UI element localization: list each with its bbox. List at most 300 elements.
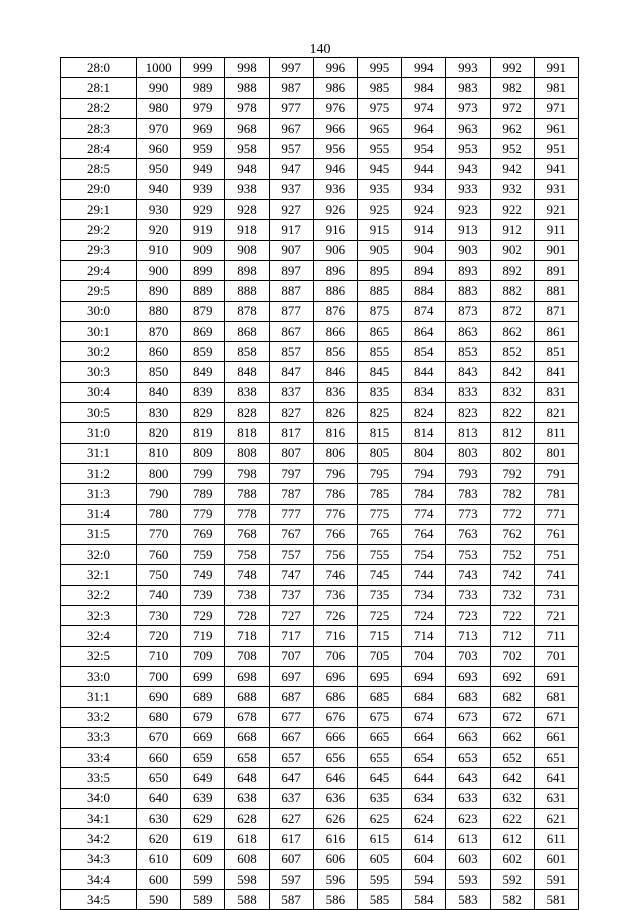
score-cell: 729 [181,606,225,626]
score-cell: 800 [137,463,181,483]
score-cell: 731 [534,585,578,605]
score-cell: 868 [225,321,269,341]
score-cell: 952 [490,139,534,159]
score-cell: 732 [490,585,534,605]
score-cell: 851 [534,342,578,362]
time-cell: 33:5 [61,768,137,788]
score-cell: 615 [357,829,401,849]
score-cell: 906 [313,240,357,260]
score-cell: 624 [402,808,446,828]
score-cell: 969 [181,118,225,138]
score-cell: 606 [313,849,357,869]
score-cell: 971 [534,98,578,118]
time-cell: 32:2 [61,585,137,605]
score-cell: 766 [313,524,357,544]
score-cell: 750 [137,565,181,585]
score-cell: 625 [357,808,401,828]
score-cell: 694 [402,666,446,686]
score-cell: 903 [446,240,490,260]
score-cell: 869 [181,321,225,341]
score-cell: 673 [446,707,490,727]
score-cell: 824 [402,403,446,423]
score-cell: 706 [313,646,357,666]
score-cell: 643 [446,768,490,788]
score-cell: 686 [313,687,357,707]
score-cell: 695 [357,666,401,686]
score-cell: 810 [137,443,181,463]
score-cell: 617 [269,829,313,849]
score-cell: 830 [137,403,181,423]
score-cell: 648 [225,768,269,788]
score-cell: 697 [269,666,313,686]
score-cell: 586 [313,890,357,910]
score-cell: 871 [534,301,578,321]
score-cell: 647 [269,768,313,788]
score-cell: 913 [446,220,490,240]
score-cell: 760 [137,545,181,565]
table-row [61,707,579,727]
score-cell: 910 [137,240,181,260]
score-cell: 813 [446,423,490,443]
score-cell: 600 [137,869,181,889]
score-cell: 781 [534,484,578,504]
score-cell: 904 [402,240,446,260]
score-cell: 922 [490,200,534,220]
score-cell: 681 [534,687,578,707]
score-cell: 921 [534,200,578,220]
time-cell: 28:3 [61,118,137,138]
score-cell: 635 [357,788,401,808]
time-cell: 29:0 [61,179,137,199]
time-cell: 28:5 [61,159,137,179]
score-cell: 724 [402,606,446,626]
score-cell: 1000 [137,58,181,78]
score-cell: 912 [490,220,534,240]
score-cell: 878 [225,301,269,321]
score-cell: 776 [313,504,357,524]
score-cell: 970 [137,118,181,138]
score-cell: 984 [402,78,446,98]
score-cell: 782 [490,484,534,504]
score-cell: 882 [490,281,534,301]
score-cell: 653 [446,748,490,768]
score-cell: 846 [313,362,357,382]
time-cell: 34:3 [61,849,137,869]
score-cell: 988 [225,78,269,98]
score-cell: 718 [225,626,269,646]
score-cell: 982 [490,78,534,98]
score-cell: 671 [534,707,578,727]
score-cell: 929 [181,200,225,220]
score-cell: 659 [181,748,225,768]
score-cell: 684 [402,687,446,707]
score-cell: 630 [137,808,181,828]
score-cell: 818 [225,423,269,443]
table-row [61,382,579,402]
score-cell: 721 [534,606,578,626]
score-cell: 704 [402,646,446,666]
score-cell: 826 [313,403,357,423]
score-cell: 632 [490,788,534,808]
score-cell: 825 [357,403,401,423]
time-cell: 30:2 [61,342,137,362]
score-cell: 725 [357,606,401,626]
time-cell: 34:2 [61,829,137,849]
score-cell: 941 [534,159,578,179]
table-row [61,687,579,707]
score-cell: 775 [357,504,401,524]
table-row [61,849,579,869]
time-cell: 31:4 [61,504,137,524]
time-cell: 34:0 [61,788,137,808]
score-cell: 652 [490,748,534,768]
score-cell: 690 [137,687,181,707]
score-cell: 584 [402,890,446,910]
score-cell: 959 [181,139,225,159]
score-cell: 827 [269,403,313,423]
score-cell: 733 [446,585,490,605]
table-row [61,200,579,220]
time-cell: 32:4 [61,626,137,646]
table-row [61,260,579,280]
score-cell: 966 [313,118,357,138]
score-cell: 843 [446,362,490,382]
score-cell: 977 [269,98,313,118]
score-cell: 679 [181,707,225,727]
score-cell: 607 [269,849,313,869]
score-cell: 685 [357,687,401,707]
score-cell: 799 [181,463,225,483]
score-table [60,57,579,910]
score-cell: 755 [357,545,401,565]
score-cell: 747 [269,565,313,585]
score-cell: 967 [269,118,313,138]
table-row [61,443,579,463]
score-cell: 798 [225,463,269,483]
score-cell: 633 [446,788,490,808]
table-body [61,58,579,910]
score-cell: 895 [357,260,401,280]
score-cell: 892 [490,260,534,280]
table-row [61,78,579,98]
score-cell: 956 [313,139,357,159]
score-cell: 683 [446,687,490,707]
score-cell: 666 [313,727,357,747]
score-cell: 937 [269,179,313,199]
score-cell: 667 [269,727,313,747]
score-cell: 795 [357,463,401,483]
score-cell: 779 [181,504,225,524]
score-cell: 840 [137,382,181,402]
score-cell: 908 [225,240,269,260]
score-cell: 642 [490,768,534,788]
table-row [61,626,579,646]
table-row [61,301,579,321]
score-cell: 646 [313,768,357,788]
score-cell: 689 [181,687,225,707]
score-cell: 811 [534,423,578,443]
score-cell: 854 [402,342,446,362]
table-row [61,118,579,138]
score-cell: 845 [357,362,401,382]
score-cell: 852 [490,342,534,362]
score-cell: 661 [534,727,578,747]
score-cell: 730 [137,606,181,626]
score-cell: 899 [181,260,225,280]
score-cell: 692 [490,666,534,686]
score-cell: 639 [181,788,225,808]
table-row [61,748,579,768]
score-cell: 772 [490,504,534,524]
score-cell: 999 [181,58,225,78]
score-cell: 995 [357,58,401,78]
score-cell: 974 [402,98,446,118]
score-cell: 703 [446,646,490,666]
time-cell: 31:3 [61,484,137,504]
score-cell: 674 [402,707,446,727]
score-cell: 863 [446,321,490,341]
time-cell: 29:3 [61,240,137,260]
score-cell: 942 [490,159,534,179]
score-cell: 994 [402,58,446,78]
score-cell: 628 [225,808,269,828]
score-cell: 640 [137,788,181,808]
score-cell: 979 [181,98,225,118]
score-cell: 955 [357,139,401,159]
score-cell: 980 [137,98,181,118]
table-row [61,463,579,483]
score-cell: 649 [181,768,225,788]
score-cell: 752 [490,545,534,565]
score-cell: 945 [357,159,401,179]
score-cell: 598 [225,869,269,889]
score-cell: 992 [490,58,534,78]
score-cell: 669 [181,727,225,747]
score-cell: 751 [534,545,578,565]
score-cell: 917 [269,220,313,240]
score-cell: 771 [534,504,578,524]
score-cell: 790 [137,484,181,504]
score-cell: 935 [357,179,401,199]
score-cell: 778 [225,504,269,524]
score-cell: 785 [357,484,401,504]
time-cell: 32:3 [61,606,137,626]
time-cell: 28:1 [61,78,137,98]
score-cell: 621 [534,808,578,828]
score-cell: 611 [534,829,578,849]
score-cell: 754 [402,545,446,565]
time-cell: 34:5 [61,890,137,910]
score-cell: 677 [269,707,313,727]
score-cell: 844 [402,362,446,382]
score-cell: 791 [534,463,578,483]
score-cell: 823 [446,403,490,423]
score-cell: 872 [490,301,534,321]
score-cell: 746 [313,565,357,585]
score-cell: 664 [402,727,446,747]
score-cell: 705 [357,646,401,666]
score-cell: 644 [402,768,446,788]
score-cell: 767 [269,524,313,544]
time-cell: 31:1 [61,443,137,463]
score-cell: 734 [402,585,446,605]
score-cell: 727 [269,606,313,626]
score-cell: 707 [269,646,313,666]
table-row [61,504,579,524]
score-cell: 581 [534,890,578,910]
score-cell: 601 [534,849,578,869]
score-cell: 582 [490,890,534,910]
score-cell: 696 [313,666,357,686]
score-cell: 808 [225,443,269,463]
score-cell: 896 [313,260,357,280]
score-cell: 735 [357,585,401,605]
score-cell: 602 [490,849,534,869]
score-cell: 784 [402,484,446,504]
score-cell: 860 [137,342,181,362]
score-cell: 985 [357,78,401,98]
score-cell: 833 [446,382,490,402]
score-cell: 954 [402,139,446,159]
score-cell: 888 [225,281,269,301]
score-cell: 915 [357,220,401,240]
time-cell: 28:0 [61,58,137,78]
score-cell: 879 [181,301,225,321]
score-cell: 880 [137,301,181,321]
score-cell: 623 [446,808,490,828]
score-cell: 710 [137,646,181,666]
score-cell: 741 [534,565,578,585]
score-cell: 934 [402,179,446,199]
score-cell: 855 [357,342,401,362]
score-cell: 997 [269,58,313,78]
score-cell: 726 [313,606,357,626]
score-cell: 631 [534,788,578,808]
score-cell: 682 [490,687,534,707]
time-cell: 33:2 [61,707,137,727]
score-cell: 948 [225,159,269,179]
table-row [61,869,579,889]
score-cell: 720 [137,626,181,646]
time-cell: 28:2 [61,98,137,118]
score-cell: 749 [181,565,225,585]
table-row [61,565,579,585]
score-cell: 658 [225,748,269,768]
score-cell: 890 [137,281,181,301]
score-cell: 815 [357,423,401,443]
time-cell: 30:1 [61,321,137,341]
score-cell: 894 [402,260,446,280]
score-cell: 893 [446,260,490,280]
score-cell: 804 [402,443,446,463]
time-cell: 31:2 [61,463,137,483]
score-cell: 867 [269,321,313,341]
score-cell: 909 [181,240,225,260]
score-cell: 745 [357,565,401,585]
score-cell: 947 [269,159,313,179]
score-cell: 739 [181,585,225,605]
score-cell: 805 [357,443,401,463]
score-cell: 654 [402,748,446,768]
score-cell: 902 [490,240,534,260]
score-cell: 996 [313,58,357,78]
time-cell: 30:5 [61,403,137,423]
score-cell: 717 [269,626,313,646]
score-cell: 744 [402,565,446,585]
score-cell: 849 [181,362,225,382]
score-cell: 783 [446,484,490,504]
table-row [61,788,579,808]
time-cell: 31:5 [61,524,137,544]
score-cell: 680 [137,707,181,727]
score-cell: 817 [269,423,313,443]
score-cell: 762 [490,524,534,544]
time-cell: 30:4 [61,382,137,402]
score-cell: 857 [269,342,313,362]
table-row [61,829,579,849]
table-row [61,362,579,382]
score-cell: 914 [402,220,446,240]
score-cell: 765 [357,524,401,544]
score-cell: 920 [137,220,181,240]
score-cell: 930 [137,200,181,220]
score-cell: 687 [269,687,313,707]
score-cell: 672 [490,707,534,727]
table-row [61,524,579,544]
score-cell: 662 [490,727,534,747]
score-cell: 859 [181,342,225,362]
time-cell: 34:1 [61,808,137,828]
score-cell: 925 [357,200,401,220]
score-cell: 958 [225,139,269,159]
table-row [61,768,579,788]
score-cell: 715 [357,626,401,646]
score-cell: 773 [446,504,490,524]
score-cell: 711 [534,626,578,646]
score-cell: 728 [225,606,269,626]
score-cell: 976 [313,98,357,118]
table-row [61,484,579,504]
score-cell: 848 [225,362,269,382]
table-row [61,646,579,666]
score-cell: 820 [137,423,181,443]
score-cell: 599 [181,869,225,889]
score-cell: 932 [490,179,534,199]
score-cell: 604 [402,849,446,869]
score-cell: 973 [446,98,490,118]
score-cell: 723 [446,606,490,626]
score-cell: 597 [269,869,313,889]
time-cell: 29:4 [61,260,137,280]
score-cell: 876 [313,301,357,321]
score-cell: 793 [446,463,490,483]
time-cell: 30:0 [61,301,137,321]
score-cell: 634 [402,788,446,808]
score-cell: 858 [225,342,269,362]
score-cell: 957 [269,139,313,159]
score-cell: 923 [446,200,490,220]
score-cell: 650 [137,768,181,788]
score-cell: 812 [490,423,534,443]
score-cell: 596 [313,869,357,889]
score-cell: 792 [490,463,534,483]
score-cell: 789 [181,484,225,504]
score-cell: 709 [181,646,225,666]
score-cell: 655 [357,748,401,768]
score-cell: 663 [446,727,490,747]
score-cell: 983 [446,78,490,98]
score-cell: 769 [181,524,225,544]
